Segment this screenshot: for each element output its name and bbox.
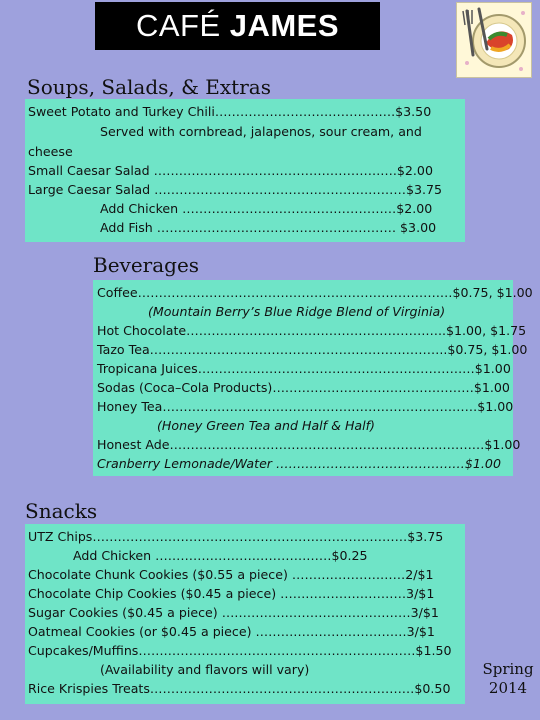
title-part-1: CAFÉ xyxy=(135,8,230,43)
snacks-box xyxy=(25,524,465,704)
soups-line-add-chicken: Add Chicken ……………………………………………$2.00 xyxy=(100,201,433,216)
beverages-line-honey-tea-desc: (Honey Green Tea and Half & Half) xyxy=(157,418,375,433)
snacks-line-cupcakes: Cupcakes/Muffins…………………………………………………………$1.50 xyxy=(28,643,452,658)
soups-line-chili-desc: Served with cornbread, jalapenos, sour cream, and xyxy=(100,124,422,139)
snacks-heading: Snacks xyxy=(25,499,98,523)
season-year: 2014 xyxy=(488,679,528,697)
title-part-2: JAMES xyxy=(229,8,340,43)
snacks-line-cupcakes-desc: (Availability and flavors will vary) xyxy=(100,662,310,677)
beverages-line-tazo-tea: Tazo Tea……………………………………………………………..$0.75, $1.00 xyxy=(97,342,528,357)
snacks-line-add-chicken: Add Chicken ……………………………………$0.25 xyxy=(73,548,368,563)
beverages-box xyxy=(93,280,533,476)
soups-line-add-fish: Add Fish ………………………………………………… $3.00 xyxy=(100,220,437,235)
soups-line-chili-desc-cont: cheese xyxy=(28,144,73,159)
snacks-line-chip-cookies: Chocolate Chip Cookies ($0.45 a piece) …………………………3/$1 xyxy=(28,586,435,601)
beverages-line-tropicana: Tropicana Juices…………………………………………………………$1.00 xyxy=(97,361,511,376)
season-text: Spring xyxy=(482,660,534,678)
soups-heading: Soups, Salads, & Extras xyxy=(27,75,271,99)
soups-line-small-caesar: Small Caesar Salad ………………………………………………….$2.00 xyxy=(28,163,433,178)
snacks-line-rice-krispies: Rice Krispies Treats………………………………………………………$0.50 xyxy=(28,681,451,696)
snacks-line-chunk-cookies: Chocolate Chunk Cookies ($0.55 a piece) ………………………2/$1 xyxy=(28,567,434,582)
snacks-line-utz: UTZ Chips…………………………………………………………………$3.75 xyxy=(28,529,444,544)
soups-line-chili: Sweet Potato and Turkey Chili…………………………………….$3.50 xyxy=(28,104,432,119)
plate-with-fork-and-knife-icon xyxy=(456,2,532,78)
season-label xyxy=(480,660,536,698)
beverages-line-sodas: Sodas (Coca–Cola Products)…………………………………………$1.00 xyxy=(97,380,510,395)
beverages-line-hot-chocolate: Hot Chocolate……………………………………………………..$1.00, $1.75 xyxy=(97,323,527,338)
snacks-line-oatmeal-cookies: Oatmeal Cookies (or $0.45 a piece) ………………………………3/$1 xyxy=(28,624,435,639)
beverages-line-cranberry: Cranberry Lemonade/Water ………………………………………$1.00 xyxy=(97,456,501,471)
beverages-line-coffee-desc: (Mountain Berry’s Blue Ridge Blend of Virginia) xyxy=(148,304,446,319)
snacks-line-sugar-cookies: Sugar Cookies ($0.45 a piece) ………………………………………3/$1 xyxy=(28,605,439,620)
beverages-line-honest-ade: Honest Ade…………………………………………………………………$1.00 xyxy=(97,437,521,452)
beverages-line-coffee: Coffee…………………………………………………………………$0.75, $1.00 xyxy=(97,285,533,300)
soups-line-large-caesar: Large Caesar Salad ……………………………………………………$3.75 xyxy=(28,182,443,197)
soups-box xyxy=(25,99,465,242)
beverages-heading: Beverages xyxy=(93,253,200,277)
beverages-line-honey-tea: Honey Tea…………………………………………………………………$1.00 xyxy=(97,399,514,414)
cafe-title xyxy=(95,2,380,50)
